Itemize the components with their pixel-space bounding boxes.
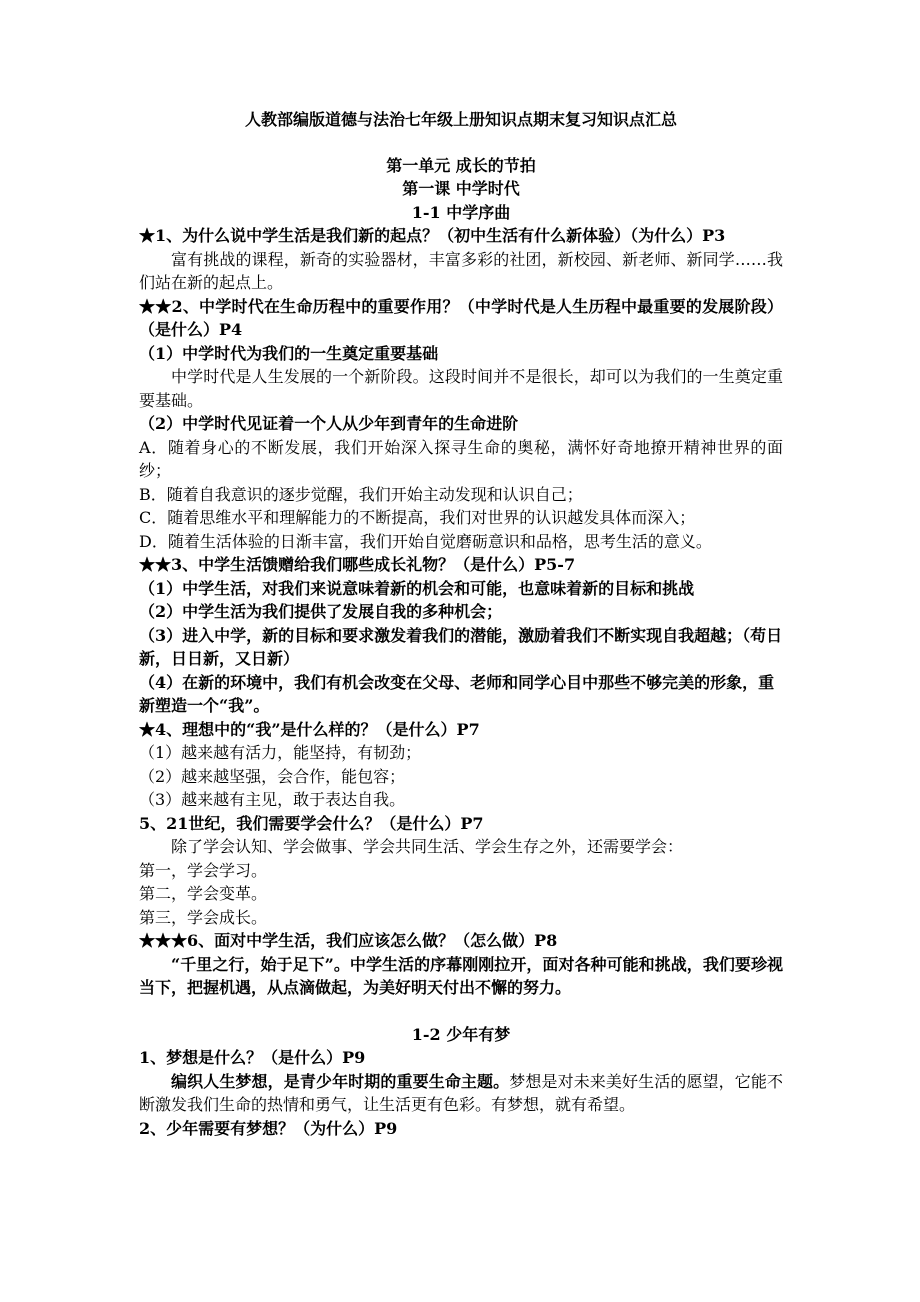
question-7: 1、梦想是什么？（是什么）P9 xyxy=(139,1048,366,1067)
question-6: ★★★6、面对中学生活，我们应该怎么做？（怎么做）P8 xyxy=(139,931,558,950)
document-title: 人教部编版道德与法治七年级上册知识点期末复习知识点汇总 xyxy=(244,110,677,129)
question-1: ★1、为什么说中学生活是我们新的起点？（初中生活有什么新体验）（为什么）P3 xyxy=(139,226,726,245)
answer-1: 富有挑战的课程，新奇的实验器材，丰富多彩的社团，新校园、新老师、新同学……我们站在新的起点上。 xyxy=(139,249,783,292)
section-heading-1-2: 1-2 少年有梦 xyxy=(411,1024,511,1044)
list-item: A．随着身心的不断发展，我们开始深入探寻生命的奥秘，满怀好奇地撩开精神世界的面纱； xyxy=(139,437,783,480)
list-item: （4）在新的环境中，我们有机会改变在父母、老师和同学心目中那些不够完美的形象，重新塑造一个“我”。 xyxy=(139,672,775,715)
list-item: （2）越来越坚强，会合作，能包容； xyxy=(139,766,406,786)
list-item: （2）中学生活为我们提供了发展自我的多种机会； xyxy=(139,602,503,621)
list-item: （3）越来越有主见，敢于表达自我。 xyxy=(139,790,406,809)
list-item: （1）中学生活，对我们来说意味着新的机会和可能，也意味着新的目标和挑战 xyxy=(139,578,695,598)
unit-heading: 第一单元 成长的节拍 xyxy=(386,155,536,175)
subheading-2-1: （1）中学时代为我们的一生奠定重要基础 xyxy=(139,343,439,363)
document-content xyxy=(139,108,783,1140)
section-spacer xyxy=(139,1000,783,1023)
section-heading-1-1: 1-1 中学序曲 xyxy=(411,202,511,222)
list-item: C．随着思维水平和理解能力的不断提高，我们对世界的认识越发具体而深入； xyxy=(139,508,696,527)
list-item: （1）越来越有活力，能坚持，有韧劲； xyxy=(139,743,422,762)
answer-6: “千里之行，始于足下”。中学生活的序幕刚刚拉开，面对各种可能和挑战，我们要珍视当下，把握机遇，从点滴做起，为美好明天付出不懈的努力。 xyxy=(139,954,783,997)
list-item: B．随着自我意识的逐步觉醒，我们开始主动发现和认识自己； xyxy=(139,484,583,504)
list-item: （3）进入中学，新的目标和要求激发着我们的潜能，激励着我们不断实现自我超越；（苟日新，日日新，又日新） xyxy=(139,625,783,668)
answer-7-bold: 编织人生梦想，是青少年时期的重要生命主题。 xyxy=(171,1071,510,1091)
list-item: 第二，学会变革。 xyxy=(139,884,268,903)
list-item: D．随着生活体验的日渐丰富，我们开始自觉磨砺意识和品格，思考生活的意义。 xyxy=(139,531,712,551)
question-5: 5、21世纪，我们需要学会什么？（是什么）P7 xyxy=(139,813,484,833)
answer-2-1: 中学时代是人生发展的一个新阶段。这段时间并不是很长，却可以为我们的一生奠定重要基础。 xyxy=(139,367,783,410)
answer-7 xyxy=(139,1070,783,1117)
answer-5-intro: 除了学会认知、学会做事、学会共同生活、学会生存之外，还需要学会： xyxy=(171,837,684,856)
question-8: 2、少年需要有梦想？（为什么）P9 xyxy=(139,1118,398,1138)
list-item: 第一，学会学习。 xyxy=(139,860,268,880)
question-2: ★★2、中学时代在生命历程中的重要作用？（中学时代是人生历程中最重要的发展阶段）（是什么）P4 xyxy=(139,296,783,339)
list-item: 第三，学会成长。 xyxy=(139,907,268,927)
answer-7-rest: 梦想是对未来美好生活的愿望，它能不断激发我们生命的热情和勇气，让生活更有色彩。有梦想，就有希望。 xyxy=(139,1071,783,1114)
question-3: ★★3、中学生活馈赠给我们哪些成长礼物？（是什么）P5-7 xyxy=(139,555,576,574)
lesson-heading: 第一课 中学时代 xyxy=(402,179,520,198)
question-4: ★4、理想中的“我”是什么样的？（是什么）P7 xyxy=(139,719,480,739)
subheading-2-2: （2）中学时代见证着一个人从少年到青年的生命进阶 xyxy=(139,414,519,433)
